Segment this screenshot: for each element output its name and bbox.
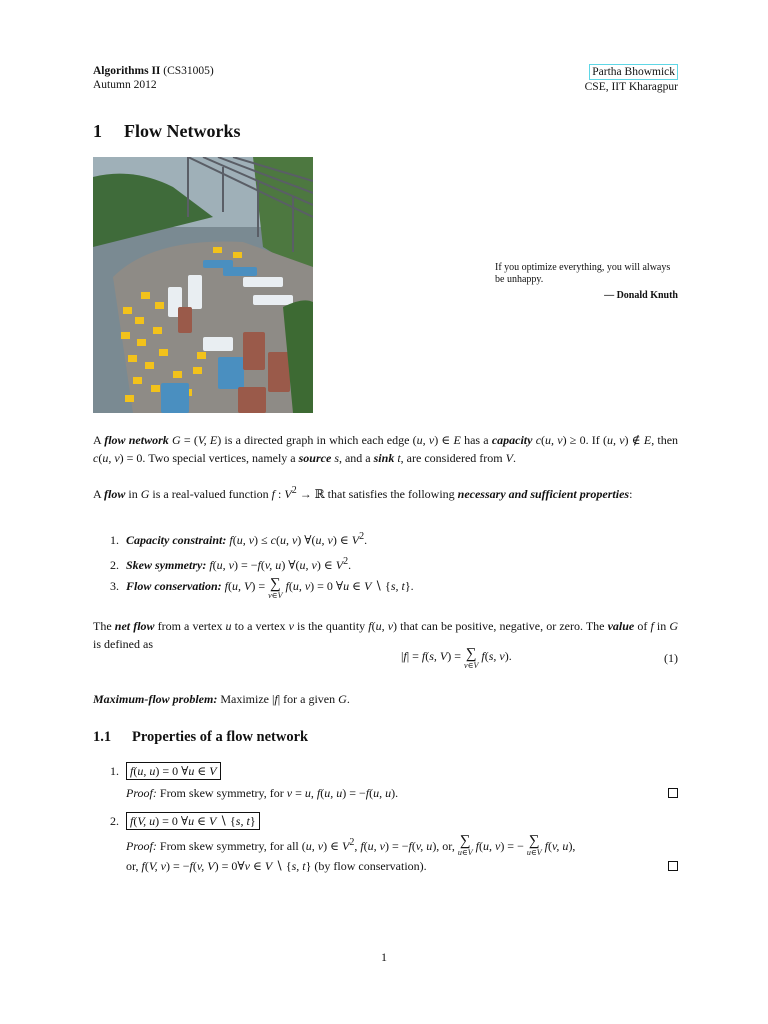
affiliation: CSE, IIT Kharagpur (584, 81, 678, 93)
header-right (585, 64, 678, 94)
definition-net-flow: The net flow from a vertex u to a vertex v is the quantity f(u, v) that can be positive, negative, or zero. The value of f in G is defined as (93, 619, 678, 651)
equation-1: |f| = f(s, V) = ∑ v∈V f(s, v). (1) (401, 646, 678, 670)
sum-symbol: ∑ v∈V (268, 576, 283, 600)
term: Autumn 2012 (93, 79, 157, 91)
qed-icon (668, 788, 678, 798)
boxed-statement: f(V, u) = 0 ∀u ∈ V ∖ {s, t} (126, 812, 260, 830)
course-name: Algorithms II (93, 65, 161, 77)
subsection-number: 1.1 (93, 729, 112, 745)
proof-2: Proof: From skew symmetry, for all (u, v) ∈ $V^2$, f(u, v) = −f(v, u), or, ∑ u∈V f(u, v) = − ∑ u∈V f(v, u), (126, 833, 576, 857)
sum-symbol: ∑ v∈V (464, 646, 479, 670)
max-flow-problem: Maximum-flow problem: Maximize |f| for a given G. (93, 692, 350, 706)
header-left (93, 64, 214, 92)
list-item: 2. Skew symmetry: f(u, v) = −f(v, u) ∀(u, v) ∈ $V^2$. (110, 556, 352, 572)
author-link[interactable]: Partha Bhowmick (589, 64, 678, 80)
qed-icon (668, 861, 678, 871)
proof-1: Proof: From skew symmetry, for v = u, f(u, u) = −f(u, u). (126, 784, 678, 802)
course-code: (CS31005) (163, 65, 214, 77)
section-title-text: Flow Networks (124, 121, 241, 141)
property-2: 2. f(V, u) = 0 ∀u ∈ V ∖ {s, t} (110, 812, 678, 830)
traffic-photo (93, 157, 313, 413)
section-title (93, 120, 240, 142)
definition-flow: A flow in G is a real-valued function f : $V^2$ → ℝ that satisfies the following necessary and sufficient properties: (93, 485, 633, 501)
list-item: 1. Capacity constraint: f(u, v) ≤ c(u, v) ∀(u, v) ∈ $V^2$. (110, 531, 368, 547)
quote-text: If you optimize everything, you will always be unhappy. (495, 262, 671, 285)
page-number: 1 (381, 950, 387, 964)
property-1: 1. f(u, u) = 0 ∀u ∈ V (110, 762, 678, 780)
boxed-statement: f(u, u) = 0 ∀u ∈ V (126, 762, 221, 780)
sum-symbol: ∑ u∈V (526, 833, 542, 857)
quote-author: — Donald Knuth (604, 290, 678, 301)
equation-number: (1) (664, 651, 678, 665)
list-item: 3. Flow conservation: f(u, V) = ∑ v∈V f(u, v) = 0 ∀u ∈ V ∖ {s, t}. (110, 576, 414, 600)
epigraph (495, 262, 678, 302)
subsection-title-text: Properties of a flow network (132, 729, 309, 745)
sum-symbol: ∑ u∈V (457, 833, 473, 857)
section-number: 1 (93, 121, 102, 141)
subsection-title (93, 728, 308, 746)
definition-flow-network: A flow network G = (V, E) is a directed graph in which each edge (u, v) ∈ E has a capacity c(u, v) ≥ 0. If (u, v) ∉ E, then c(u, v) = 0. Two special vertices, namely a source s, and a sink t, are considered from V. (93, 433, 679, 465)
proof-2-continued: or, f(V, v) = −f(v, V) = 0∀v ∈ V ∖ {s, t} (by flow conservation). (126, 857, 678, 875)
